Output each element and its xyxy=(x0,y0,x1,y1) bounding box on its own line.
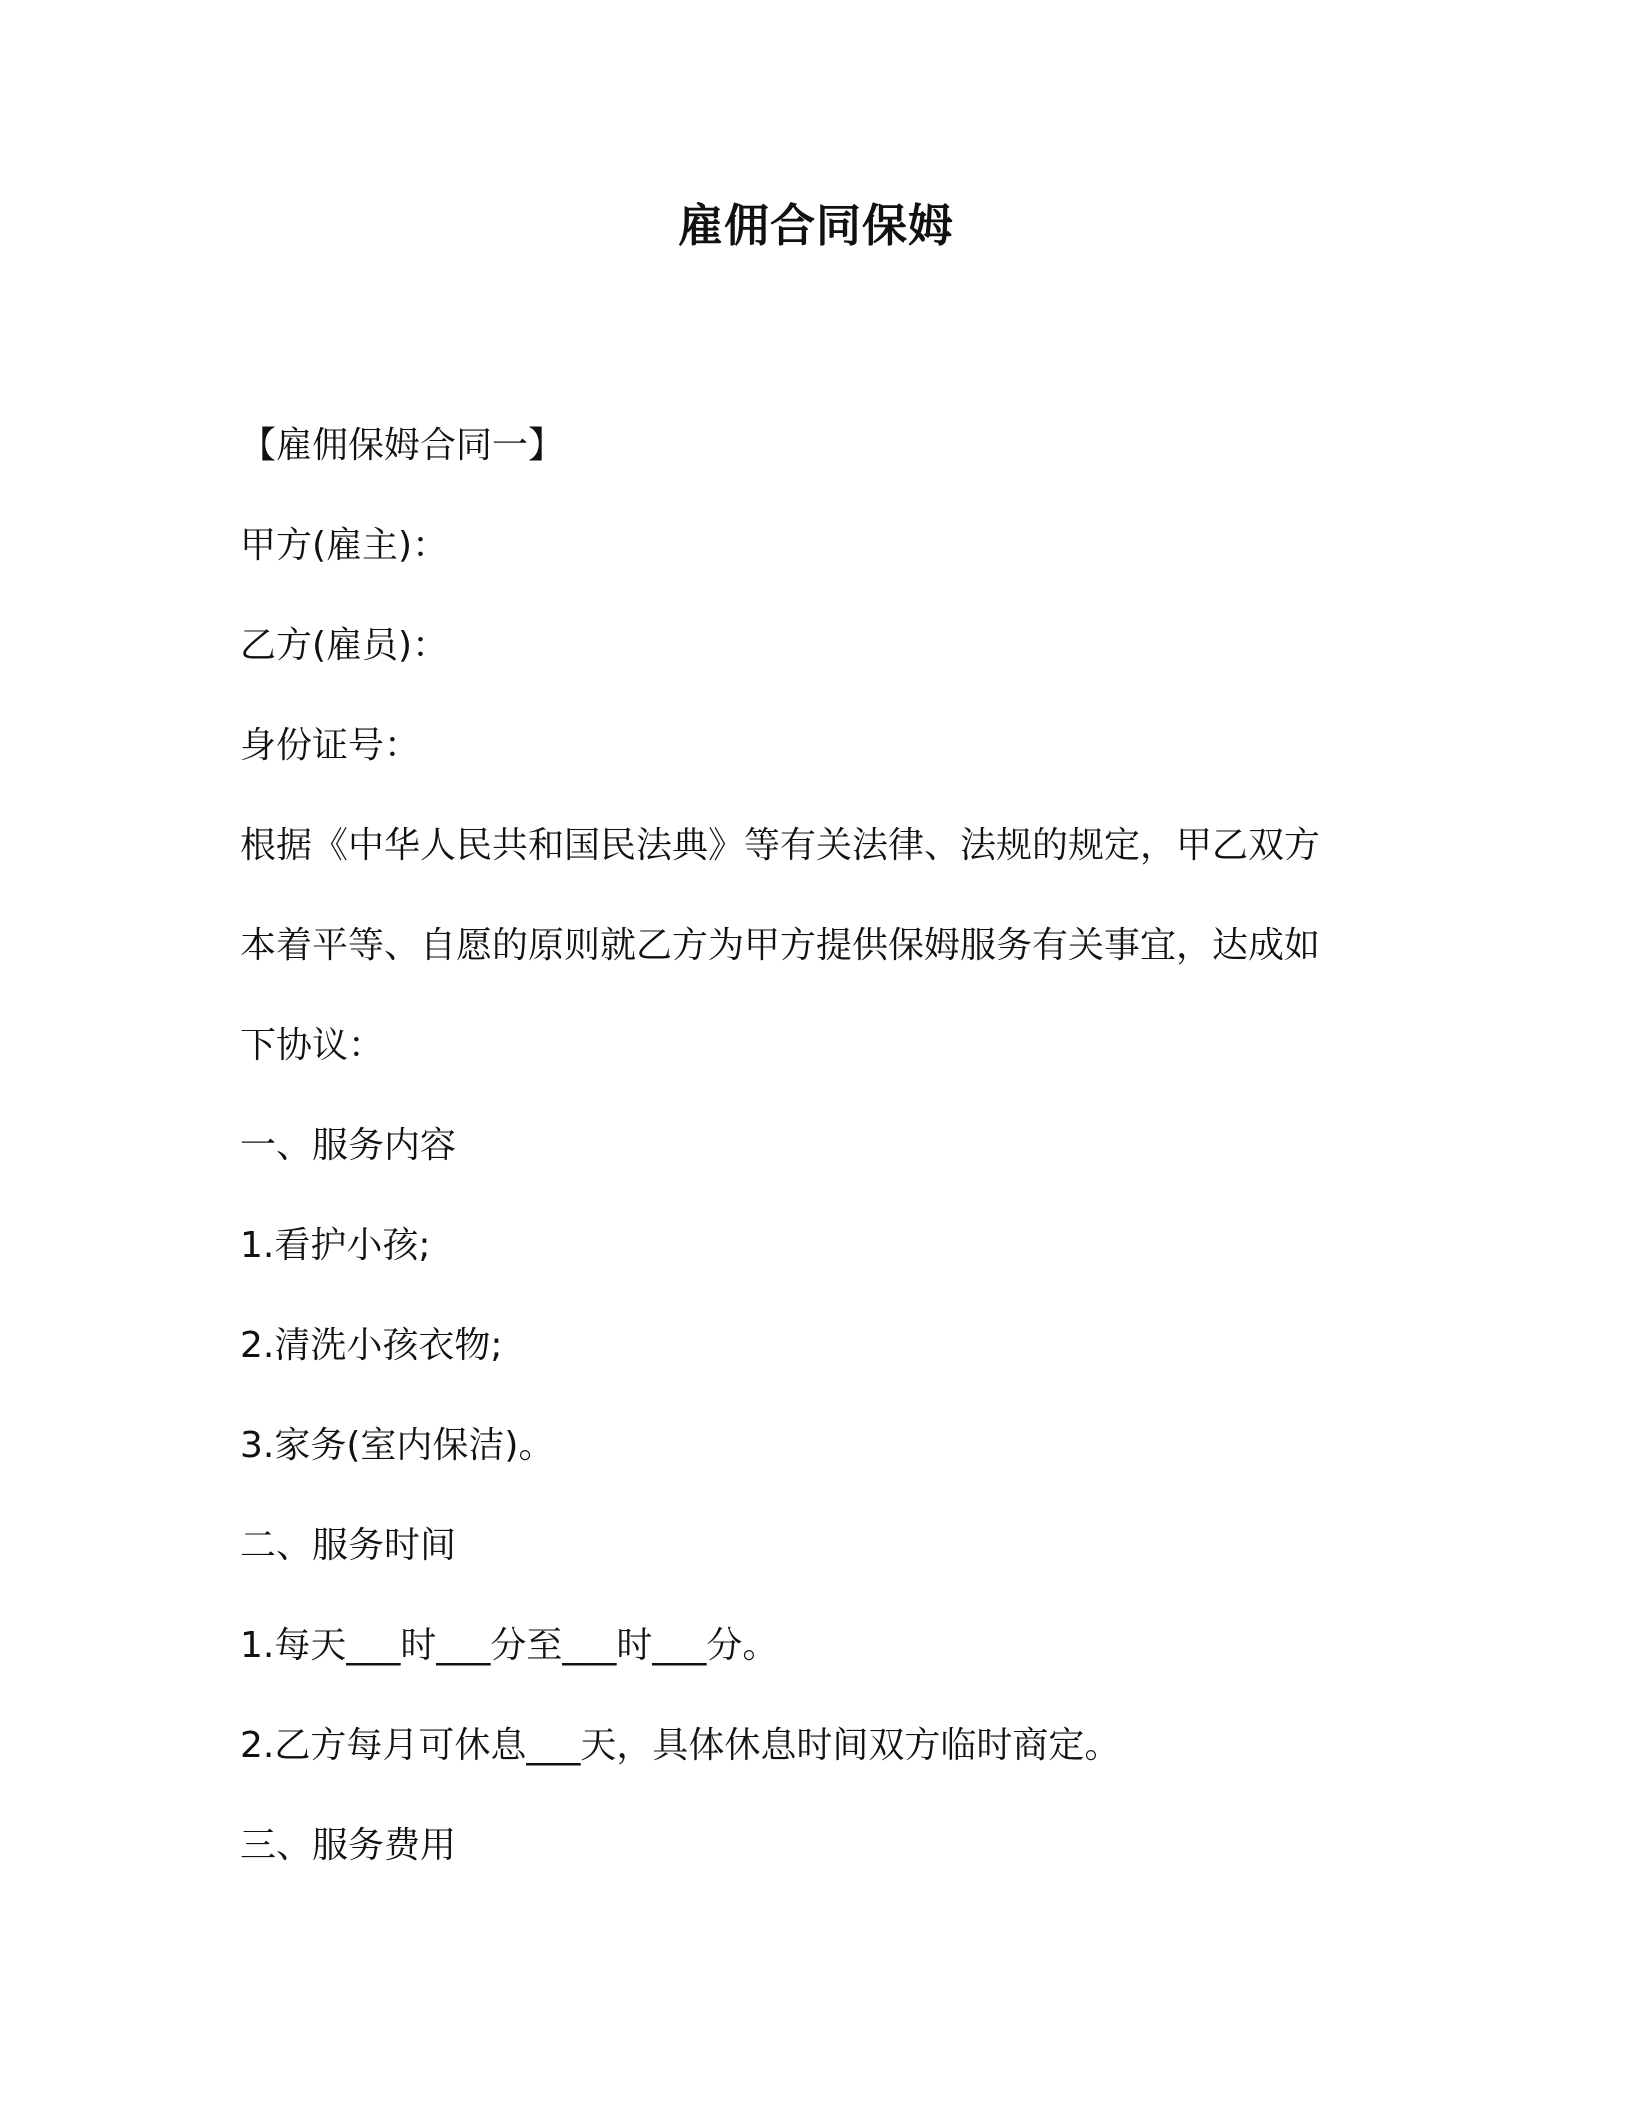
document-title: 雇佣合同保姆 xyxy=(677,199,954,252)
intro-line-1: 根据《中华人民共和国民法典》等有关法律、法规的规定，甲乙双方 xyxy=(240,825,1321,866)
contract-heading: 【雇佣保姆合同一】 xyxy=(240,425,565,466)
section-1-item: 1.看护小孩; xyxy=(240,1225,431,1266)
section-3-heading: 三、服务费用 xyxy=(240,1825,457,1866)
intro-line-3: 下协议： xyxy=(240,1025,385,1066)
party-b-line: 乙方(雇员)： xyxy=(240,625,449,666)
intro-line-2: 本着平等、自愿的原则就乙方为甲方提供保姆服务有关事宜，达成如 xyxy=(240,925,1321,966)
section-1-item: 2.清洗小孩衣物; xyxy=(240,1325,503,1366)
party-a-line: 甲方(雇主)： xyxy=(240,525,449,566)
section-2-heading: 二、服务时间 xyxy=(240,1525,457,1566)
id-number-line: 身份证号： xyxy=(240,725,421,766)
section-2-item: 1.每天___时___分至___时___分。 xyxy=(240,1625,779,1666)
section-2-item: 2.乙方每月可休息___天，具体休息时间双方临时商定。 xyxy=(240,1725,1121,1766)
section-1-item: 3.家务(室内保洁)。 xyxy=(240,1425,555,1466)
section-1-heading: 一、服务内容 xyxy=(240,1125,457,1166)
